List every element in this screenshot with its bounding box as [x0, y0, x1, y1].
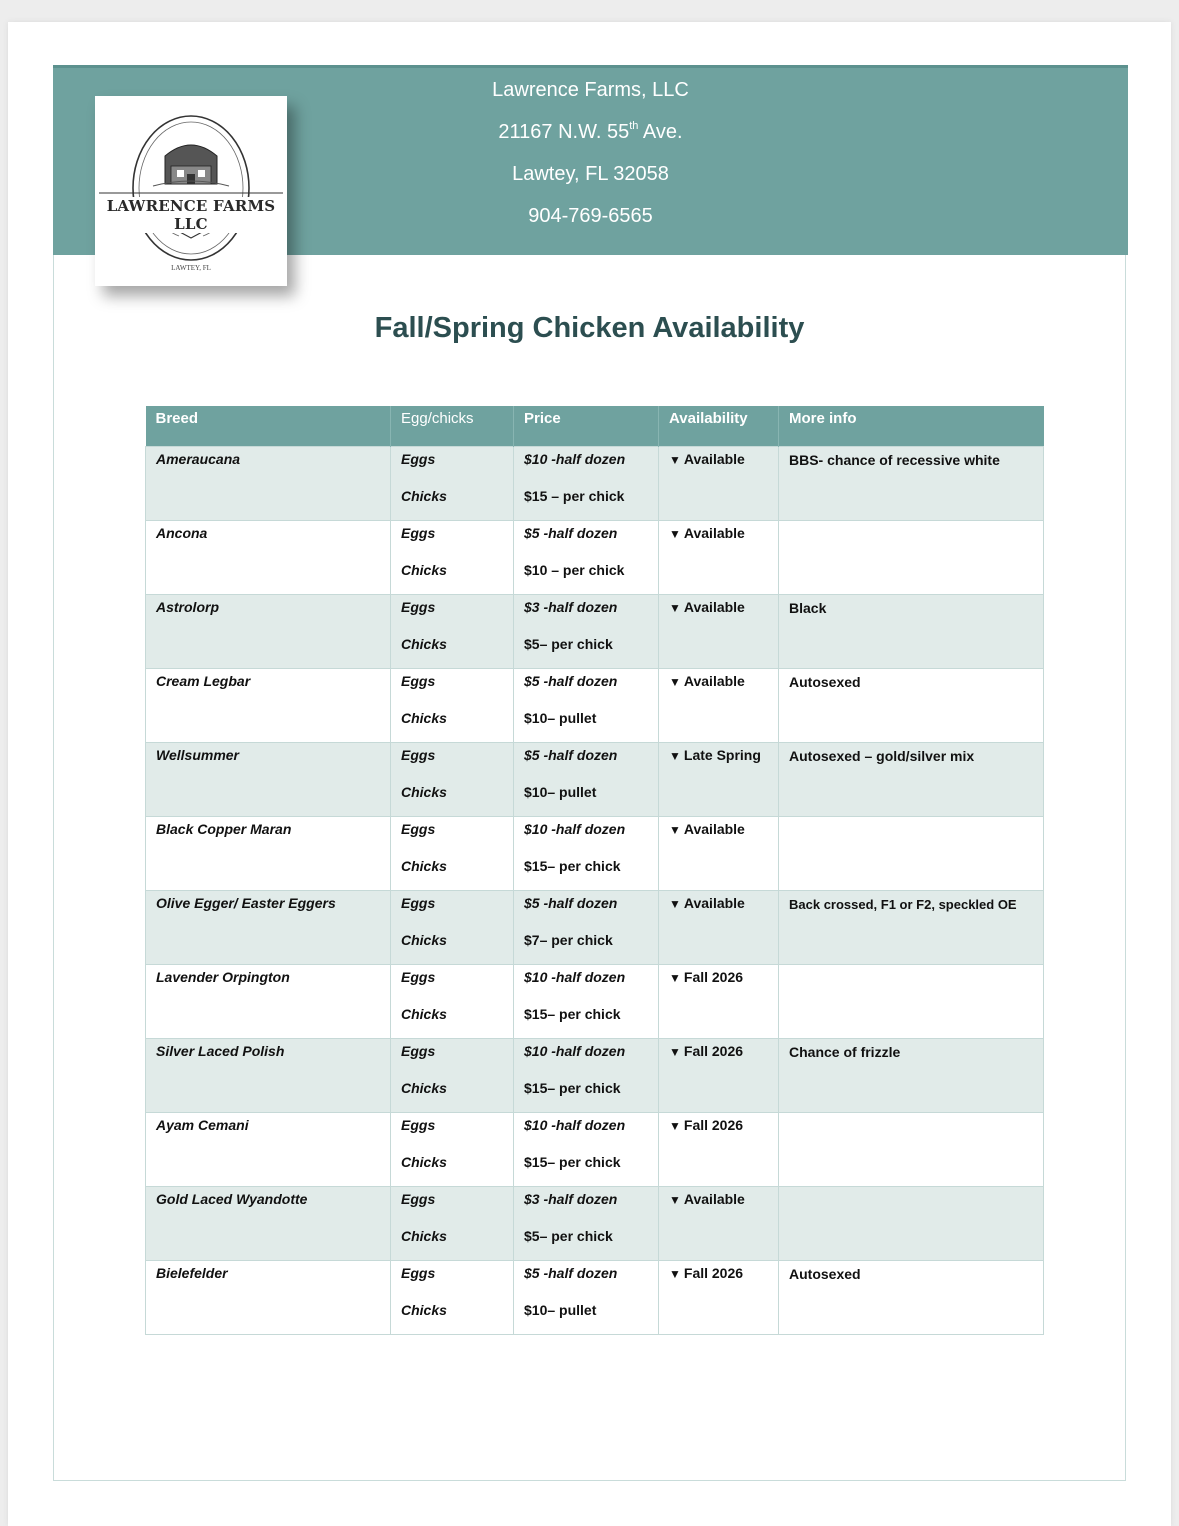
- availability-cell[interactable]: [659, 594, 779, 668]
- eggs-label: Eggs: [401, 672, 436, 689]
- eggs-label: Eggs: [401, 746, 436, 763]
- chick-price: $5– per chick: [524, 635, 613, 652]
- more-info-text: BBS- chance of recessive white: [789, 451, 1000, 468]
- egg-price: $10 -half dozen: [524, 450, 626, 467]
- breed-cell: [146, 964, 391, 1038]
- chick-price: $15 – per chick: [524, 487, 625, 504]
- price-cell: [514, 742, 659, 816]
- availability-status: Available: [683, 820, 745, 837]
- chick-price: $15– per chick: [524, 1005, 621, 1022]
- chick-price: $10– pullet: [524, 783, 597, 800]
- availability-status: Fall 2026: [683, 1264, 744, 1281]
- more-info-text: Back crossed, F1 or F2, speckled OE: [789, 896, 1017, 912]
- chick-price: $10 – per chick: [524, 561, 625, 578]
- breed-name: Gold Laced Wyandotte: [156, 1190, 308, 1207]
- company-phone: 904-769-6565: [528, 205, 653, 227]
- egg-price: $5 -half dozen: [524, 524, 618, 541]
- breed-name: Olive Egger/ Easter Eggers: [156, 894, 336, 911]
- more-info-cell: [779, 890, 1044, 964]
- type-cell: [391, 446, 514, 520]
- availability-cell[interactable]: [659, 742, 779, 816]
- breed-cell: [146, 816, 391, 890]
- company-logo: [95, 96, 287, 286]
- table-row: [146, 816, 1044, 890]
- table-row: [146, 964, 1044, 1038]
- egg-price: $3 -half dozen: [524, 1190, 618, 1207]
- more-info-cell: [779, 1260, 1044, 1334]
- breed-cell: [146, 446, 391, 520]
- more-info-cell: [779, 742, 1044, 816]
- eggs-label: Eggs: [401, 820, 436, 837]
- more-info-cell: [779, 1186, 1044, 1260]
- availability-status: Available: [683, 450, 745, 467]
- availability-cell[interactable]: [659, 1186, 779, 1260]
- eggs-label: Eggs: [401, 968, 436, 985]
- table-row: [146, 1038, 1044, 1112]
- breed-name: Bielefelder: [156, 1264, 228, 1281]
- price-cell: [514, 816, 659, 890]
- availability-status: Fall 2026: [683, 1116, 744, 1133]
- price-cell: [514, 520, 659, 594]
- breed-name: Wellsummer: [156, 746, 239, 763]
- breed-name: Silver Laced Polish: [156, 1042, 285, 1059]
- breed-cell: [146, 890, 391, 964]
- egg-price: $5 -half dozen: [524, 1264, 618, 1281]
- availability-status: Fall 2026: [683, 1042, 744, 1059]
- chicks-label: Chicks: [401, 931, 447, 948]
- table-row: [146, 1260, 1044, 1334]
- chicks-label: Chicks: [401, 1079, 447, 1096]
- more-info-cell: [779, 520, 1044, 594]
- egg-price: $10 -half dozen: [524, 820, 626, 837]
- more-info-text: Black: [789, 599, 827, 616]
- dropdown-arrow-icon[interactable]: ▼: [669, 526, 681, 541]
- price-cell: [514, 1186, 659, 1260]
- chicks-label: Chicks: [401, 1227, 447, 1244]
- more-info-cell: [779, 668, 1044, 742]
- chick-price: $10– pullet: [524, 1301, 597, 1318]
- dropdown-arrow-icon[interactable]: ▼: [669, 896, 681, 911]
- availability-status: Available: [683, 524, 745, 541]
- breed-name: Ancona: [156, 524, 208, 541]
- more-info-cell: [779, 1112, 1044, 1186]
- type-cell: [391, 520, 514, 594]
- dropdown-arrow-icon[interactable]: ▼: [669, 970, 681, 985]
- availability-table: [145, 406, 1044, 1335]
- availability-cell[interactable]: [659, 446, 779, 520]
- chick-price: $7– per chick: [524, 931, 613, 948]
- table-row: [146, 520, 1044, 594]
- availability-cell[interactable]: [659, 1112, 779, 1186]
- type-cell: [391, 742, 514, 816]
- dropdown-arrow-icon[interactable]: ▼: [669, 1192, 681, 1207]
- egg-price: $10 -half dozen: [524, 968, 626, 985]
- chicks-label: Chicks: [401, 561, 447, 578]
- breed-cell: [146, 520, 391, 594]
- egg-price: $10 -half dozen: [524, 1042, 626, 1059]
- logo-wordmark: LAWRENCE FARMS LLC: [95, 197, 287, 233]
- eggs-label: Eggs: [401, 1190, 436, 1207]
- chick-price: $10– pullet: [524, 709, 597, 726]
- chick-price: $15– per chick: [524, 857, 621, 874]
- eggs-label: Eggs: [401, 1042, 436, 1059]
- breed-name: Astrolorp: [156, 598, 219, 615]
- price-cell: [514, 890, 659, 964]
- chick-price: $15– per chick: [524, 1153, 621, 1170]
- column-header-breed: Breed: [146, 406, 391, 446]
- breed-cell: [146, 1112, 391, 1186]
- column-header-egg-chicks: Egg/chicks: [391, 406, 514, 446]
- type-cell: [391, 1112, 514, 1186]
- chicks-label: Chicks: [401, 1153, 447, 1170]
- table-row: [146, 446, 1044, 520]
- price-cell: [514, 1038, 659, 1112]
- availability-status: Late Spring: [683, 746, 761, 763]
- breed-name: Lavender Orpington: [156, 968, 290, 985]
- more-info-text: Autosexed: [789, 673, 861, 690]
- more-info-text: Chance of frizzle: [789, 1043, 901, 1060]
- more-info-cell: [779, 594, 1044, 668]
- breed-cell: [146, 1186, 391, 1260]
- eggs-label: Eggs: [401, 524, 436, 541]
- price-cell: [514, 594, 659, 668]
- chicks-label: Chicks: [401, 709, 447, 726]
- type-cell: [391, 1038, 514, 1112]
- more-info-text: Autosexed: [789, 1265, 861, 1282]
- chicks-label: Chicks: [401, 1005, 447, 1022]
- table-row: [146, 890, 1044, 964]
- address-ordinal: th: [629, 120, 639, 132]
- type-cell: [391, 594, 514, 668]
- more-info-cell: [779, 1038, 1044, 1112]
- breed-name: Ameraucana: [156, 450, 241, 467]
- address-number: 21167 N.W. 55: [498, 121, 630, 143]
- egg-price: $3 -half dozen: [524, 598, 618, 615]
- availability-status: Available: [683, 894, 745, 911]
- breed-name: Black Copper Maran: [156, 820, 292, 837]
- dropdown-arrow-icon[interactable]: ▼: [669, 1044, 681, 1059]
- chicks-label: Chicks: [401, 783, 447, 800]
- more-info-cell: [779, 816, 1044, 890]
- availability-cell[interactable]: [659, 668, 779, 742]
- availability-cell[interactable]: [659, 1260, 779, 1334]
- price-cell: [514, 1112, 659, 1186]
- dropdown-arrow-icon[interactable]: ▼: [669, 1266, 681, 1281]
- availability-cell[interactable]: [659, 1038, 779, 1112]
- more-info-cell: [779, 446, 1044, 520]
- egg-price: $10 -half dozen: [524, 1116, 626, 1133]
- column-header-more-info: More info: [779, 406, 1044, 446]
- column-header-price: Price: [514, 406, 659, 446]
- breed-cell: [146, 1260, 391, 1334]
- table-row: [146, 1112, 1044, 1186]
- type-cell: [391, 668, 514, 742]
- availability-cell[interactable]: [659, 816, 779, 890]
- type-cell: [391, 964, 514, 1038]
- type-cell: [391, 890, 514, 964]
- breed-cell: [146, 668, 391, 742]
- more-info-cell: [779, 964, 1044, 1038]
- chick-price: $5– per chick: [524, 1227, 613, 1244]
- availability-cell[interactable]: [659, 520, 779, 594]
- company-name: Lawrence Farms, LLC: [492, 79, 689, 101]
- dropdown-arrow-icon[interactable]: ▼: [669, 748, 681, 763]
- table-row: [146, 1186, 1044, 1260]
- chicks-label: Chicks: [401, 1301, 447, 1318]
- table-row: [146, 742, 1044, 816]
- page-title: Fall/Spring Chicken Availability: [374, 312, 805, 344]
- dropdown-arrow-icon[interactable]: ▼: [669, 674, 681, 689]
- address-street: Ave.: [638, 121, 683, 143]
- availability-status: Fall 2026: [683, 968, 744, 985]
- table-header-row: [146, 406, 1044, 446]
- logo-location: LAWTEY, FL: [171, 264, 211, 272]
- egg-price: $5 -half dozen: [524, 746, 618, 763]
- dropdown-arrow-icon[interactable]: ▼: [669, 452, 681, 467]
- egg-price: $5 -half dozen: [524, 672, 618, 689]
- price-cell: [514, 964, 659, 1038]
- chick-price: $15– per chick: [524, 1079, 621, 1096]
- dropdown-arrow-icon[interactable]: ▼: [669, 600, 681, 615]
- table-row: [146, 668, 1044, 742]
- more-info-text: Autosexed – gold/silver mix: [789, 747, 975, 764]
- price-cell: [514, 446, 659, 520]
- availability-cell[interactable]: [659, 890, 779, 964]
- breed-cell: [146, 1038, 391, 1112]
- eggs-label: Eggs: [401, 1116, 436, 1133]
- eggs-label: Eggs: [401, 450, 436, 467]
- availability-cell[interactable]: [659, 964, 779, 1038]
- type-cell: [391, 1186, 514, 1260]
- breed-cell: [146, 594, 391, 668]
- column-header-availability: Availability: [659, 406, 779, 446]
- dropdown-arrow-icon[interactable]: ▼: [669, 1118, 681, 1133]
- price-cell: [514, 1260, 659, 1334]
- availability-status: Available: [683, 1190, 745, 1207]
- price-cell: [514, 668, 659, 742]
- egg-price: $5 -half dozen: [524, 894, 618, 911]
- chicks-label: Chicks: [401, 487, 447, 504]
- dropdown-arrow-icon[interactable]: ▼: [669, 822, 681, 837]
- breed-cell: [146, 742, 391, 816]
- company-city: Lawtey, FL 32058: [512, 163, 669, 185]
- eggs-label: Eggs: [401, 894, 436, 911]
- chicks-label: Chicks: [401, 857, 447, 874]
- availability-status: Available: [683, 672, 745, 689]
- breed-name: Ayam Cemani: [156, 1116, 249, 1133]
- availability-status: Available: [683, 598, 745, 615]
- eggs-label: Eggs: [401, 1264, 436, 1281]
- eggs-label: Eggs: [401, 598, 436, 615]
- breed-name: Cream Legbar: [156, 672, 251, 689]
- chicks-label: Chicks: [401, 635, 447, 652]
- type-cell: [391, 1260, 514, 1334]
- type-cell: [391, 816, 514, 890]
- logo-emblem-icon: [95, 96, 287, 286]
- table-row: [146, 594, 1044, 668]
